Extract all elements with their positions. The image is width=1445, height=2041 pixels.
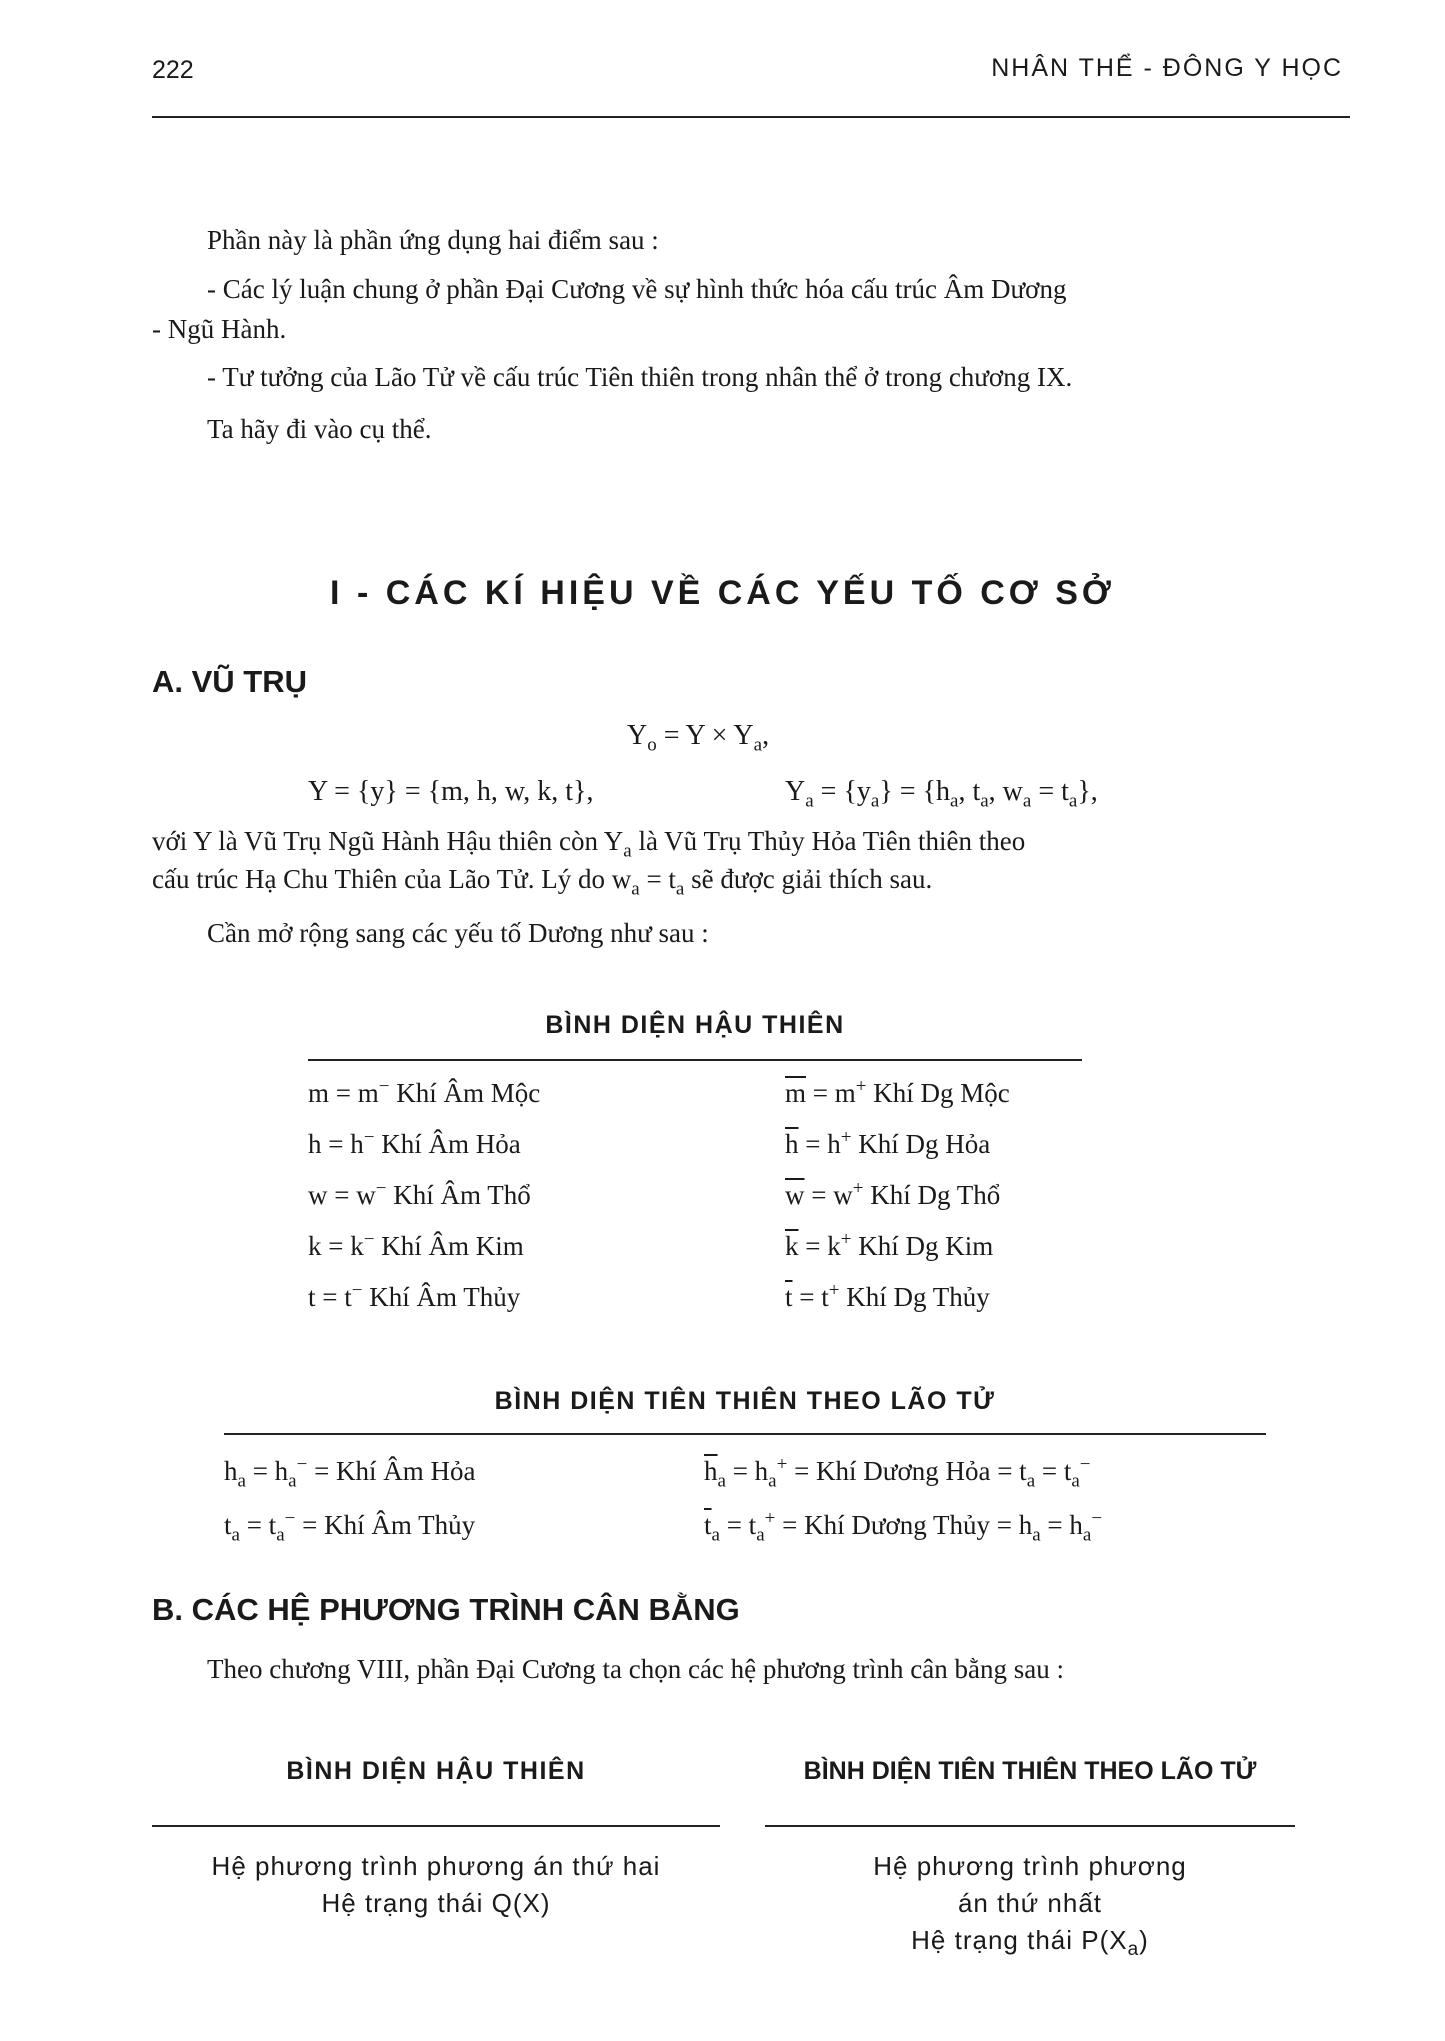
left-column-rule [152,1825,720,1827]
section-b-text: Theo chương VIII, phần Đại Cương ta chọn các hệ phương trình cân bằng sau : [207,1654,1064,1684]
left-column-line-2: Hệ trạng thái Q(X) [321,1888,551,1918]
right-column-line-1: Hệ phương trình phương [873,1851,1187,1881]
right-column-rule [765,1825,1295,1827]
table-row: h = h− Khí Âm Hỏa [308,1127,521,1159]
section-b-title: B. CÁC HỆ PHƯƠNG TRÌNH CÂN BẰNG [152,1592,740,1627]
table-hau-thien-title: BÌNH DIỆN HẬU THIÊN [545,1011,845,1039]
table-row: $\overline{w} = w^+$ Khí Dg Thổ [785,1178,1001,1210]
equation-y0: $Y_o = Y \times Y_a$, [627,720,770,756]
section-title: I - CÁC KÍ HIỆU VỀ CÁC YẾU TỐ CƠ SỞ [330,574,1115,612]
left-column-body [152,1848,720,1922]
table-row: $\overline{m} = m^+$ Khí Dg Mộc [785,1076,1010,1108]
section-a-text-1: với Y là Vũ Trụ Ngũ Hành Hậu thiên còn $Y_a$ là Vũ Trụ Thủy Hỏa Tiên thiên theo [152,826,1026,862]
equation-y-set: Y = {y} = {m, h, w, k, t}, [308,776,594,807]
page-number: 222 [152,56,194,84]
table-tien-thien-rule [224,1433,1266,1435]
table-row: k = k− Khí Âm Kim [308,1229,524,1261]
table-hau-thien-left-column [308,1076,540,1331]
table-tien-thien-title: BÌNH DIỆN TIÊN THIÊN THEO LÃO TỬ [494,1387,996,1415]
table-row: $\overline{h} = h^+$ Khí Dg Hỏa [785,1127,991,1159]
intro-line-2: - Các lý luận chung ở phần Đại Cương về sự hình thức hóa cấu trúc Âm Dương [207,274,1067,304]
intro-line-4: - Tư tưởng của Lão Tử về cấu trúc Tiên thiên trong nhân thể ở trong chương IX. [207,362,1073,392]
table-tien-thien-row-1-left: $h_a = h_a^-$ = Khí Âm Hỏa [224,1454,476,1492]
section-a-text-3: Cần mở rộng sang các yếu tố Dương như sau : [207,918,709,948]
table-row: $\overline{t} = t^+$ Khí Dg Thủy [785,1280,990,1312]
intro-line-1: Phần này là phần ứng dụng hai điểm sau : [207,225,659,255]
intro-line-3: - Ngũ Hành. [152,314,287,344]
running-title: NHÂN THỂ - ĐÔNG Y HỌC [991,54,1343,82]
equation-ya-set: $Y_a = \{y_a\} = \{h_a$, $t_a$, $w_a = t_a$}, [785,776,1098,812]
header-rule [152,116,1350,118]
left-column-line-1: Hệ phương trình phương án thứ hai [211,1851,661,1881]
table-tien-thien-row-2-right: $\overline{t}_a = t_a^+$ = Khí Dương Thủy = $h_a = h_a^-$ [704,1508,1103,1546]
table-row: $\overline{k} = k^+$ Khí Dg Kim [785,1229,994,1261]
right-column-title: BÌNH DIỆN TIÊN THIÊN THEO LÃO TỬ [803,1757,1257,1785]
left-column-title: BÌNH DIỆN HẬU THIÊN [286,1757,586,1785]
table-tien-thien-row-1-right: $\overline{h}_a = h_a^+$ = Khí Dương Hỏa = $t_a = t_a^-$ [704,1454,1091,1492]
section-a-title: A. VŨ TRỤ [152,664,307,699]
table-row: t = t− Khí Âm Thủy [308,1280,521,1312]
section-a-text-2: cấu trúc Hạ Chu Thiên của Lão Tử. Lý do $w_a = t_a$ sẽ được giải thích sau. [152,864,933,900]
right-column-body [765,1848,1295,1968]
table-hau-thien-rule [308,1059,1082,1061]
intro-line-5: Ta hãy đi vào cụ thể. [207,414,432,444]
table-tien-thien-row-2-left: $t_a = t_a^-$ = Khí Âm Thủy [224,1508,476,1546]
table-row: m = m− Khí Âm Mộc [308,1076,541,1108]
table-row: w = w− Khí Âm Thổ [308,1178,531,1210]
table-hau-thien-right-column [785,1076,1010,1331]
right-column-line-2: án thứ nhất [957,1888,1103,1918]
right-column-line-3: Hệ trạng thái $P(X_a)$ [911,1925,1149,1961]
